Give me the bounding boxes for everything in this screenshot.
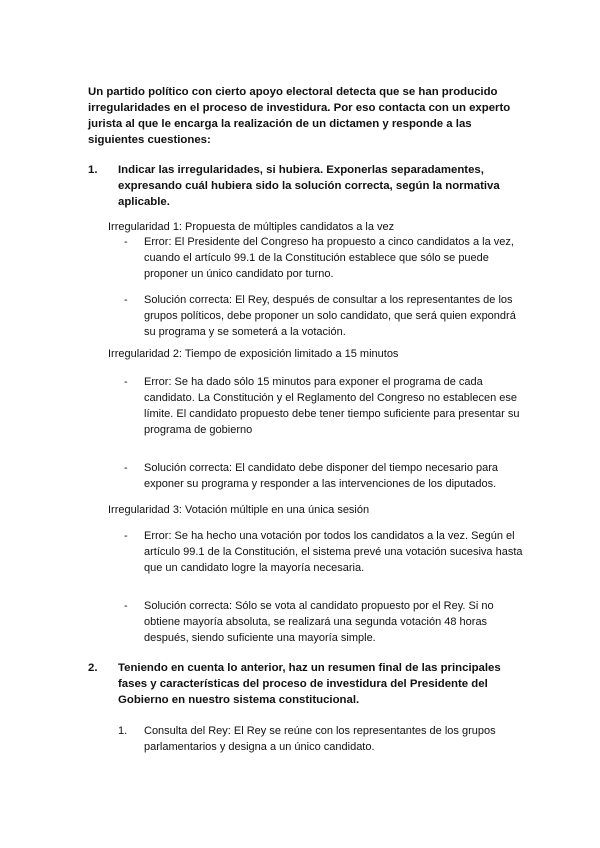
question-text: Teniendo en cuenta lo anterior, haz un resumen final de las principales fases y características del proceso de investidura del Presidente del Gobierno en nuestro sistema constitucional.: [118, 662, 501, 706]
dash-marker: -: [124, 236, 128, 248]
error-text: Error: Se ha dado sólo 15 minutos para exponer el programa de cada candidato. La Constitución y el Reglamento del Congreso no establecen ese límite. El candidato propuesto debe tener tiempo suficiente para presentar su programa de gobierno: [144, 376, 520, 436]
dash-marker: -: [124, 462, 128, 474]
dash-marker: -: [124, 376, 128, 388]
question-2: [88, 660, 524, 708]
irregularity-2-solution: [124, 460, 530, 492]
error-text: Error: Se ha hecho una votación por todos los candidatos a la vez. Según el artículo 99.1 de la Constitución, el sistema prevé una votación sucesiva hasta que un candidato logre la mayoría necesaria.: [144, 530, 523, 574]
dash-marker: -: [124, 530, 128, 542]
irregularity-3-title: Irregularidad 3: Votación múltiple en una única sesión: [108, 504, 370, 516]
solution-text: Solución correcta: Sólo se vota al candidato propuesto por el Rey. Si no obtiene mayoría absoluta, se realizará una segunda votación 48 horas después, siendo suficiente una mayoría simple.: [144, 600, 494, 644]
irregularity-1-title: Irregularidad 1: Propuesta de múltiples candidatos a la vez: [108, 221, 395, 233]
question-1: [88, 162, 524, 210]
solution-text: Solución correcta: El Rey, después de consultar a los representantes de los grupos políticos, debe proponer un solo candidato, que será quien expondrá su programa y se someterá a la votación.: [144, 294, 516, 338]
summary-item-text: Consulta del Rey: El Rey se reúne con los representantes de los grupos parlamentarios y designa a un único candidato.: [144, 725, 496, 753]
question-number: 2.: [88, 662, 98, 674]
irregularity-1-solution: [124, 292, 530, 340]
summary-item-1: [118, 723, 528, 755]
solution-text: Solución correcta: El candidato debe disponer del tiempo necesario para exponer su programa y responder a las intervenciones de los diputados.: [144, 462, 499, 490]
irregularity-2-error: [124, 374, 530, 438]
question-text: Indicar las irregularidades, si hubiera. Exponerlas separadamentes, expresando cuál hubiera sido la solución correcta, según la normativa aplicable.: [118, 164, 500, 208]
dash-marker: -: [124, 294, 128, 306]
dash-marker: -: [124, 600, 128, 612]
error-text: Error: El Presidente del Congreso ha propuesto a cinco candidatos a la vez, cuando el artículo 99.1 de la Constitución establece que sólo se puede proponer un único candidato por turno.: [144, 236, 514, 280]
irregularity-2-title: Irregularidad 2: Tiempo de exposición limitado a 15 minutos: [108, 348, 399, 360]
summary-item-number: 1.: [118, 725, 128, 737]
irregularity-3-solution: [124, 598, 530, 646]
irregularity-3-error: [124, 528, 530, 576]
intro-paragraph: Un partido político con cierto apoyo electoral detecta que se han producido irregularidades en el proceso de investidura. Por eso contacta con un experto jurista al que le encarga la realización de un dictamen y responde a las siguientes cuestiones:: [88, 86, 511, 146]
question-number: 1.: [88, 164, 98, 176]
irregularity-1-error: [124, 234, 530, 282]
